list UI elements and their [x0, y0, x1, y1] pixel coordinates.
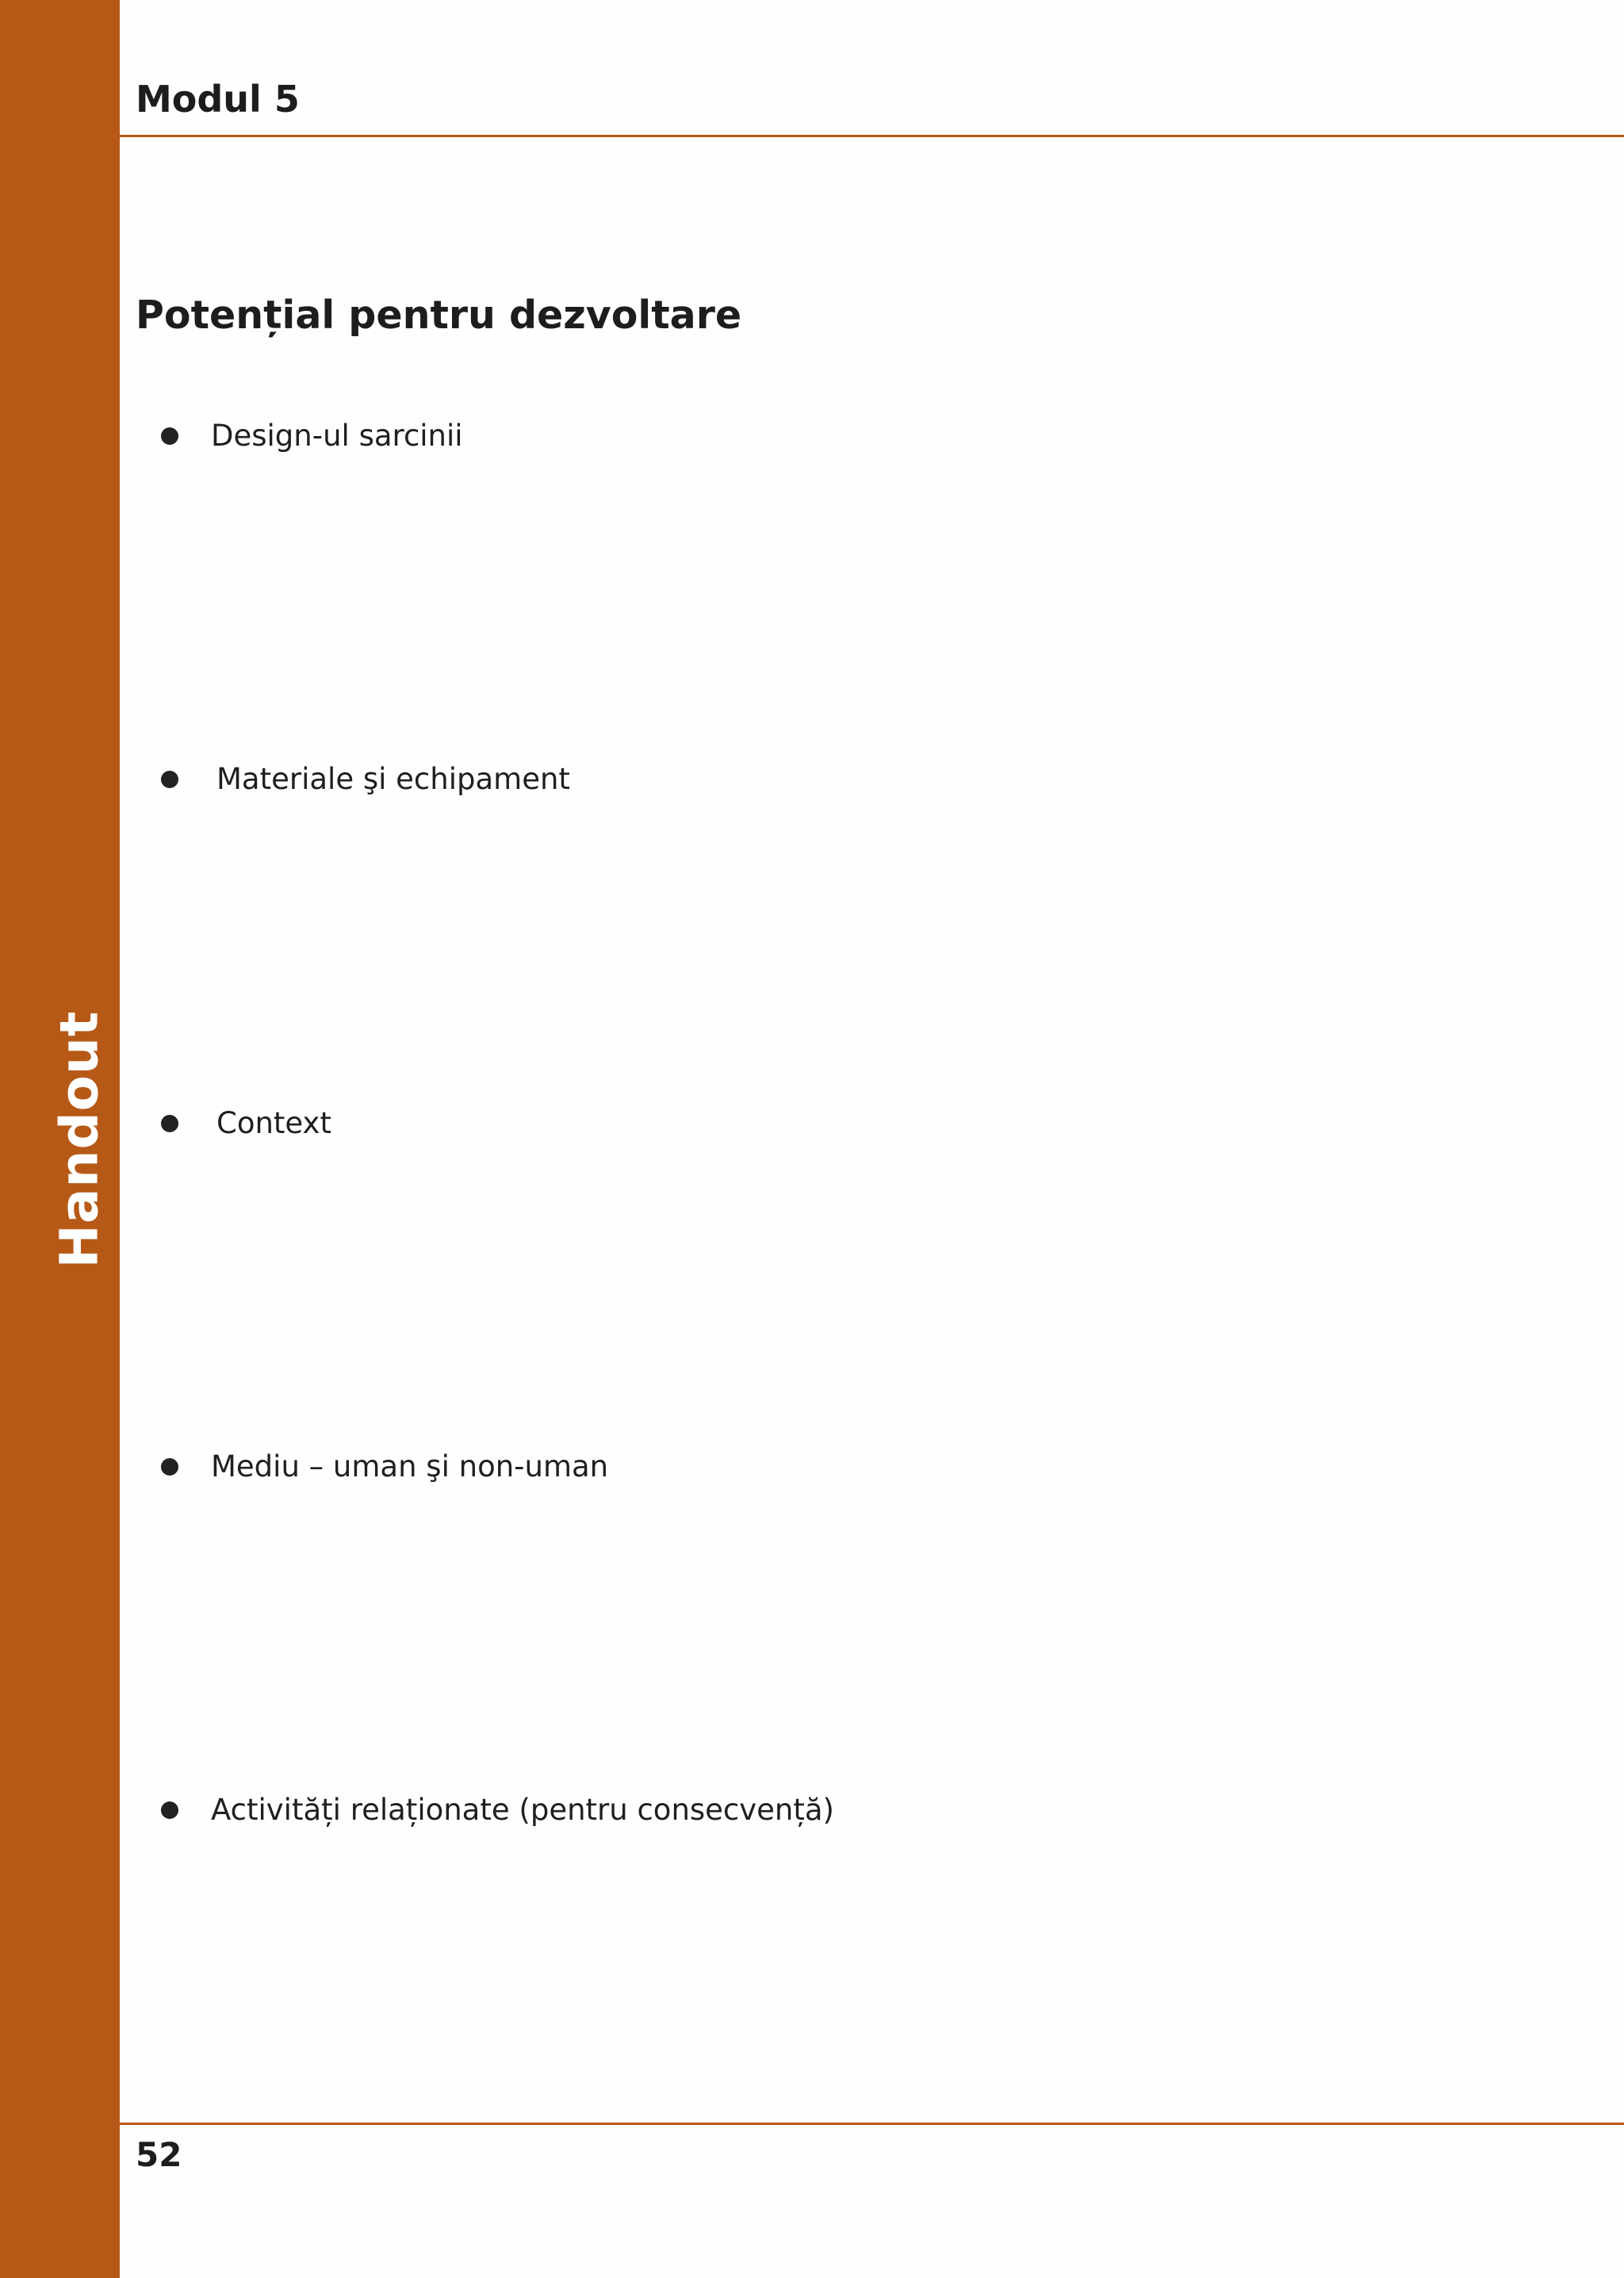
bullet-icon: [161, 1801, 178, 1819]
header-divider: [120, 135, 1624, 137]
bullet-icon: [161, 1115, 178, 1132]
section-title: Potențial pentru dezvoltare: [136, 293, 742, 338]
handout-label: Handout: [48, 1010, 110, 1269]
bullet-icon: [161, 771, 178, 788]
bullet-icon: [161, 427, 178, 445]
list-item-label: Materiale şi echipament: [216, 762, 570, 796]
module-title: Modul 5: [136, 78, 300, 121]
footer-divider: [120, 2123, 1624, 2125]
list-item-label: Design-ul sarcinii: [211, 419, 463, 453]
list-item: [0, 756, 1427, 803]
list-item: [0, 1786, 1427, 1834]
list-item: [0, 1100, 1427, 1147]
page-number: 52: [136, 2135, 182, 2174]
bullet-icon: [161, 1458, 178, 1476]
list-item: [0, 1443, 1427, 1491]
list-item: [0, 412, 1427, 460]
list-item-label: Activități relaționate (pentru consecvență): [211, 1793, 834, 1827]
list-item-label: Mediu – uman şi non-uman: [211, 1449, 609, 1484]
list-item-label: Context: [216, 1106, 331, 1140]
